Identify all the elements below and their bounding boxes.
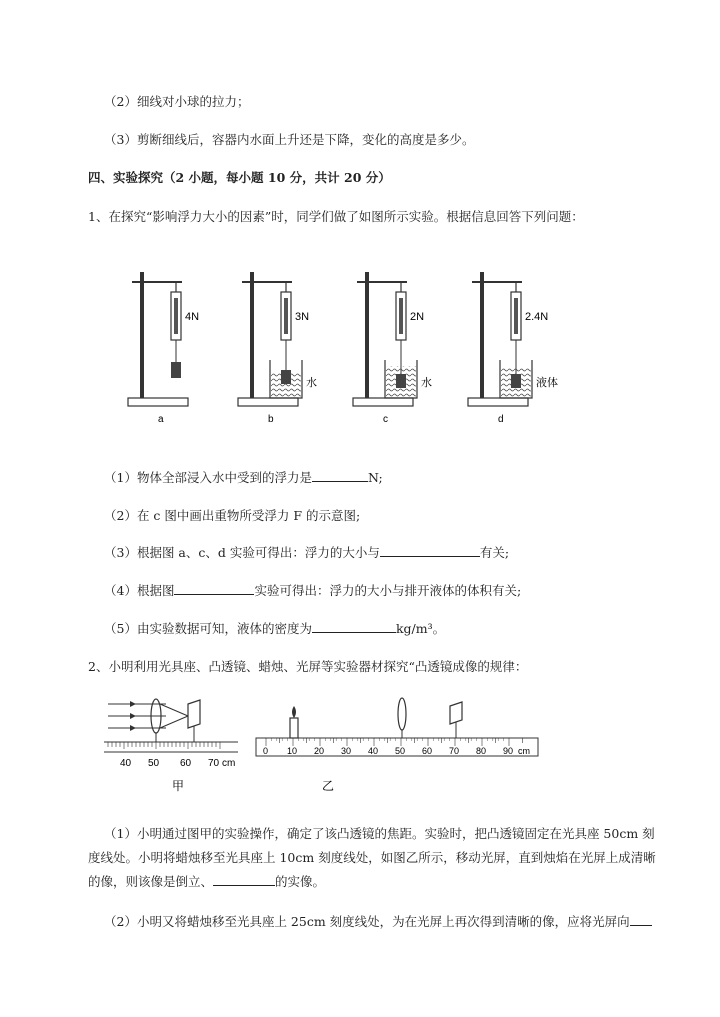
scale-reading: 3N bbox=[295, 311, 310, 323]
figure-caption: 甲 bbox=[172, 779, 185, 793]
q1-sub1 bbox=[104, 468, 383, 486]
convex-lens bbox=[398, 698, 406, 730]
q1-sub1-unit: N; bbox=[367, 470, 383, 485]
screen bbox=[450, 702, 462, 724]
q2-sub1-answer-blank[interactable] bbox=[213, 872, 275, 886]
q-prev-item-2: （2）细线对小球的拉力； bbox=[104, 94, 250, 109]
ruler-tick-label: 20 bbox=[314, 746, 325, 756]
q2-figure-jia bbox=[104, 692, 244, 797]
ruler-tick-label: 70 bbox=[208, 758, 220, 769]
q1-sub5 bbox=[104, 619, 445, 637]
q2-sub1-line3-text: 的像，则该像是倒立、 bbox=[88, 874, 214, 889]
q1-sub4 bbox=[104, 581, 521, 599]
stand-pole bbox=[365, 272, 369, 398]
ruler-tick-label: 10 bbox=[287, 746, 298, 756]
stand-base bbox=[238, 398, 298, 406]
ruler-tick-label: 50 bbox=[395, 746, 406, 756]
q1-stem: 1、在探究“影响浮力大小的因素”时，同学们做了如图所示实验。根据信息回答下列问题： bbox=[88, 209, 584, 224]
q2-stem: 2、小明利用光具座、凸透镜、蜡烛、光屏等实验器材探究“凸透镜成像的规律： bbox=[88, 659, 528, 674]
q1-sub1-text: （1）物体全部浸入水中受到的浮力是 bbox=[104, 470, 312, 485]
weight-block bbox=[511, 374, 521, 388]
q2-sub2-text: （2）小明又将蜡烛移至光具座上 25cm 刻度线处，为在光屏上再次得到清晰的像，应将光屏向 bbox=[104, 914, 630, 929]
scale-reading: 4N bbox=[185, 311, 200, 323]
q2-sub1-line3-tail: 的实像。 bbox=[275, 874, 326, 889]
stand-b bbox=[238, 272, 317, 425]
stand-pole bbox=[250, 272, 254, 398]
q2-sub1-line2: 度线处。小明将蜡烛移至光具座上 10cm 刻度线处，如图乙所示，移动光屏，直到烛焰在光屏上成清晰 bbox=[88, 850, 656, 865]
q2-sub2 bbox=[104, 912, 652, 930]
ruler-tick-label: 40 bbox=[368, 746, 379, 756]
scale-reading: 2.4N bbox=[525, 311, 549, 323]
q1-sub5-unit: kg/m³。 bbox=[395, 621, 446, 636]
q-prev-item-3: （3）剪断细线后，容器内水面上升还是下降，变化的高度是多少。 bbox=[104, 132, 475, 147]
q1-sub3 bbox=[104, 543, 509, 561]
ruler-unit: cm bbox=[222, 758, 236, 769]
q2-figure-yi bbox=[254, 692, 544, 797]
weight-block bbox=[171, 362, 181, 378]
stand-base bbox=[468, 398, 528, 406]
stand-base bbox=[353, 398, 413, 406]
q1-sub1-answer-blank[interactable] bbox=[312, 468, 368, 482]
ruler-unit: cm bbox=[518, 746, 530, 756]
ruler-ticks bbox=[266, 738, 523, 746]
screen bbox=[188, 700, 200, 728]
q1-sub4-tail: 实验可得出：浮力的大小与排开液体的体积有关; bbox=[254, 583, 522, 598]
q2-sub2-answer-blank[interactable] bbox=[630, 912, 652, 926]
candle-flame bbox=[292, 706, 296, 718]
scale-reading: 2N bbox=[410, 311, 425, 323]
q1-sub5-text: （5）由实验数据可知，液体的密度为 bbox=[104, 621, 312, 636]
q2-sub1-line3 bbox=[88, 872, 325, 890]
q1-figure-buoyancy bbox=[120, 252, 580, 427]
q1-sub4-answer-blank[interactable] bbox=[174, 581, 254, 595]
figure-caption: 乙 bbox=[322, 779, 335, 793]
ruler-tick-label: 70 bbox=[449, 746, 460, 756]
stand-pole bbox=[140, 272, 144, 398]
q2-sub1-line1: （1）小明通过图甲的实验操作，确定了该凸透镜的焦距。实验时，把凸透镜固定在光具座 50cm 刻 bbox=[104, 826, 655, 841]
q1-sub3-tail: 有关; bbox=[479, 545, 510, 560]
stand-caption: a bbox=[158, 414, 164, 425]
weight-block bbox=[281, 370, 291, 384]
stand-pole bbox=[480, 272, 484, 398]
ruler-minor-ticks bbox=[108, 742, 220, 749]
q1-sub3-text: （3）根据图 a、c、d 实验可得出：浮力的大小与 bbox=[104, 545, 380, 560]
ruler-tick-label: 30 bbox=[341, 746, 352, 756]
q1-sub2: （2）在 c 图中画出重物所受浮力 F 的示意图; bbox=[104, 508, 361, 523]
stand-base bbox=[128, 398, 188, 406]
stand-caption: c bbox=[383, 414, 388, 425]
section-heading: 四、实验探究（2 小题，每小题 10 分，共计 20 分） bbox=[88, 170, 391, 185]
q1-sub3-answer-blank[interactable] bbox=[380, 543, 480, 557]
q1-sub4-text: （4）根据图 bbox=[104, 583, 175, 598]
q1-sub5-answer-blank[interactable] bbox=[312, 619, 396, 633]
ruler-tick-label: 60 bbox=[180, 758, 192, 769]
liquid-label: 水 bbox=[421, 377, 432, 389]
weight-block bbox=[396, 374, 406, 388]
stand-a bbox=[128, 272, 199, 425]
candle bbox=[290, 718, 298, 738]
stand-caption: d bbox=[498, 414, 504, 425]
ruler-tick-label: 50 bbox=[148, 758, 160, 769]
ruler-tick-label: 0 bbox=[263, 746, 269, 756]
ruler-tick-label: 80 bbox=[476, 746, 487, 756]
ruler-tick-label: 40 bbox=[120, 758, 132, 769]
stand-c bbox=[353, 272, 432, 425]
ruler-tick-label: 60 bbox=[422, 746, 433, 756]
ruler-tick-label: 90 bbox=[503, 746, 514, 756]
liquid-label: 水 bbox=[306, 377, 317, 389]
liquid-label: 液体 bbox=[536, 377, 558, 389]
stand-d bbox=[468, 272, 558, 425]
stand-caption: b bbox=[268, 414, 274, 425]
